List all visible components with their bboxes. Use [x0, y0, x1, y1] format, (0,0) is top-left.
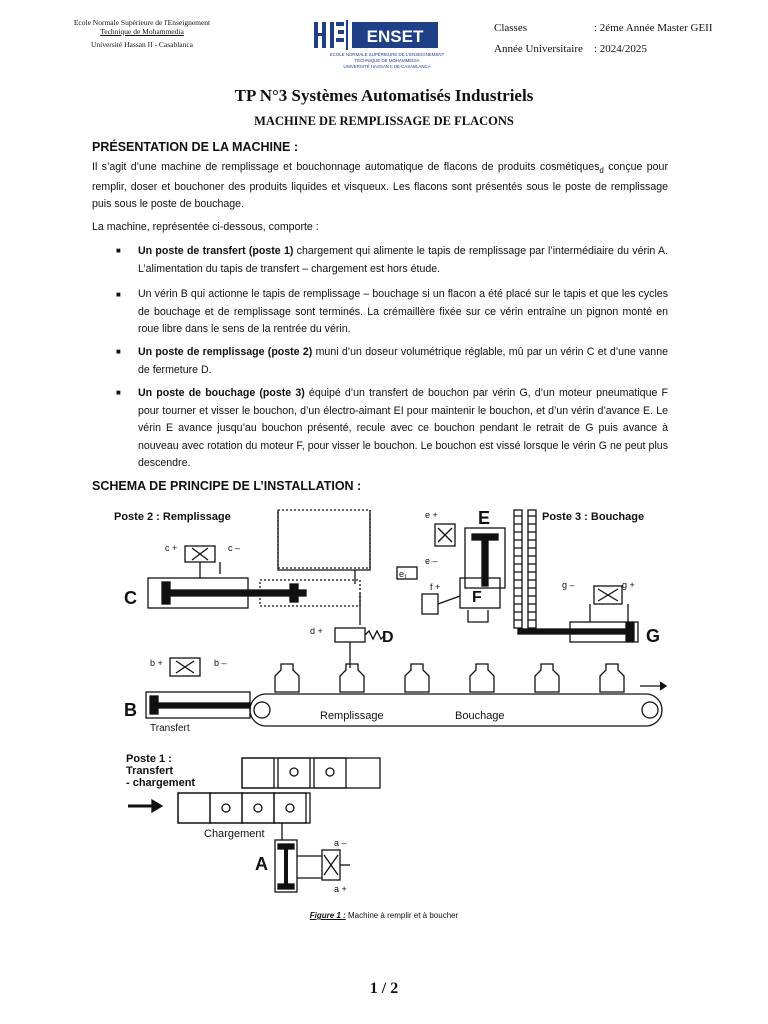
- bottles: [275, 664, 624, 692]
- figure-caption: [0, 911, 768, 920]
- pinion: [254, 702, 270, 718]
- label-f: F: [472, 589, 482, 606]
- poste3-label: Poste 3 : Bouchage: [542, 511, 645, 523]
- bullet-1-text: chargement qui alimente le tapis de remplissage par l’intermédiaire du vérin A. L’alimentation du tapis de transfert – chargement est hors étude.: [138, 245, 668, 275]
- c-minus-label: c –: [228, 543, 241, 553]
- g-minus-label: g –: [562, 580, 575, 590]
- poste2-label: Poste 2 : Remplissage: [114, 511, 231, 523]
- poste1-line-1: Poste 1 :: [126, 753, 172, 765]
- remplissage-label: Remplissage: [320, 710, 384, 722]
- poste1-line-2: Transfert: [126, 765, 174, 777]
- label-d: D: [382, 629, 394, 646]
- transfer-chain: [178, 758, 380, 823]
- intro-paragraph: [92, 159, 668, 213]
- class-info: [494, 18, 713, 60]
- school-line-3: Université Hassan II - Casablanca: [90, 40, 194, 49]
- label-g: G: [646, 626, 661, 646]
- e1-label: $e_1$: [399, 569, 408, 581]
- bullet-4-bold: Un poste de bouchage (poste 3): [138, 387, 305, 399]
- label-a: A: [255, 854, 268, 874]
- d-plus-label: d +: [310, 626, 323, 636]
- page-number: 1 / 2: [369, 980, 399, 997]
- b-minus-label: b –: [214, 658, 227, 668]
- page-subtitle: MACHINE DE REMPLISSAGE DE FLACONS: [254, 114, 514, 128]
- e-minus-label: e –: [425, 556, 438, 566]
- a-plus-label: a +: [334, 884, 347, 894]
- bullet-item-4: [138, 385, 668, 473]
- bullet-marker: ■: [116, 290, 121, 299]
- caption-text: Machine à remplir et à boucher: [345, 911, 459, 920]
- cap-rack: [514, 510, 536, 628]
- page-title: TP N°3 Systèmes Automatisés Industriels: [234, 86, 534, 105]
- section-heading-schema: SCHEMA DE PRINCIPE DE L’INSTALLATION :: [92, 479, 362, 493]
- bullet-item-2: [138, 286, 668, 339]
- class-value: : 2éme Année Master GEII: [594, 22, 713, 34]
- g-plus-label: g +: [622, 580, 635, 590]
- intro-subscript: d: [599, 166, 604, 176]
- enset-logo: [312, 18, 462, 74]
- e-plus-label: e +: [425, 510, 438, 520]
- poste1-line-3: - chargement: [126, 777, 196, 789]
- installation-diagram: [110, 500, 670, 905]
- school-line-2: Technique de Mohammedia: [100, 27, 184, 36]
- a-minus-label: a –: [334, 838, 347, 848]
- class-label: Classes: [494, 22, 527, 34]
- bouchage-label: Bouchage: [455, 710, 505, 722]
- intro-text: Il s’agit d’une machine de remplissage et bouchonnage automatique de flacons de produits cosmétiques: [92, 161, 600, 173]
- valve-f: [422, 594, 438, 614]
- logo-sub-1: ECOLE NORMALE SUPÉRIEURE DE L'ENSEIGNEMENT: [329, 52, 445, 57]
- bullet-4-text: équipé d’un transfert de bouchon par vérin G, d’un moteur pneumatique F pour tourner et visser le bouchon, d’un électro-aimant EI pour maintenir le bouchon, et d’un vérin d’avance E. Le vérin E avance jusqu’au bouchon présenté, recule avec ce bouchon pendant le retrait de G puis avance à nouveau avec rotation du moteur F, pour visser le bouchon. Le bouchon est vissé lorsque le vérin G ne peut plus descendre.: [138, 387, 668, 469]
- logo-sub-2: TECHNIQUE DE MOHAMMEDIA: [354, 58, 420, 63]
- bullet-item-1: [138, 243, 668, 278]
- transfert-label: Transfert: [150, 723, 190, 734]
- valve-d: [335, 628, 365, 642]
- bullet-3-bold: Un poste de remplissage (poste 2): [138, 346, 313, 358]
- logo-text: ENSET: [366, 27, 424, 46]
- bullet-2-text: Un vérin B qui actionne le tapis de remplissage – bouchage si un flacon a été placé sur le tapis et que les cycles de bouchage et de remplissage sont terminés. La crémaillère fixée sur ce vérin entraîne un pignon monté en roue libre dans le sens de la rentrée du vérin.: [138, 288, 668, 335]
- bullet-1-bold: Un poste de transfert (poste 1): [138, 245, 294, 257]
- label-b: B: [124, 700, 137, 720]
- label-c: C: [124, 588, 137, 608]
- product-tank: [278, 510, 370, 568]
- label-e: E: [478, 508, 491, 528]
- year-value: : 2024/2025: [594, 43, 647, 55]
- logo-sub-3: UNIVERSITÉ HASSAN II DE CASABLANCA: [343, 64, 431, 69]
- school-line-1: Ecole Normale Supérieure de l'Enseignement: [73, 18, 211, 27]
- bullet-item-3: [138, 344, 668, 379]
- bullet-3-text: muni d’un doseur volumétrique réglable, mû par un vérin C et d’une vanne de fermeture D.: [138, 346, 668, 376]
- c-plus-label: c +: [165, 543, 178, 553]
- list-intro: La machine, représentée ci-dessous, comporte :: [92, 221, 319, 233]
- f-plus-label: f +: [430, 582, 441, 592]
- chargement-label: Chargement: [204, 828, 265, 840]
- bullet-marker: ■: [116, 388, 121, 397]
- bullet-marker: ■: [116, 246, 121, 255]
- bullet-marker: ■: [116, 347, 121, 356]
- school-block: [62, 18, 222, 49]
- intro-text-2: conçue pour remplir, doser et bouchoner des produits liquides et visqueux. Les flacons sont présentés sous le poste de remplissage puis sous le poste de bouchage.: [92, 161, 668, 211]
- caption-label: Figure 1 :: [309, 911, 346, 920]
- year-label: Année Universitaire: [494, 43, 583, 55]
- b-plus-label: b +: [150, 658, 163, 668]
- rack-b: [154, 703, 250, 708]
- section-heading-presentation: PRÉSENTATION DE LA MACHINE :: [92, 140, 299, 154]
